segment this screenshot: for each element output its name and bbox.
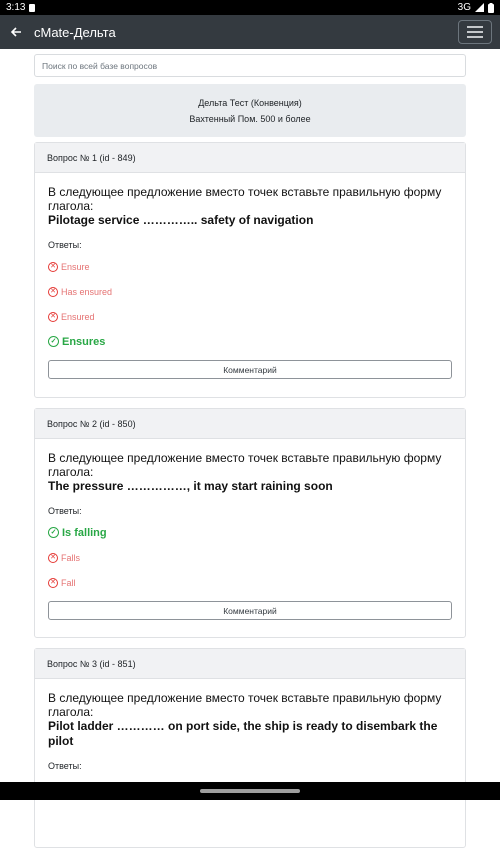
answer-option-wrong: ✕ Ensure — [48, 254, 452, 279]
question-sentence: Pilot ladder ………… on port side, the ship is ready to disembark the pilot — [48, 719, 438, 748]
home-gesture-handle[interactable] — [200, 789, 300, 793]
question-text: В следующее предложение вместо точек вставьте правильную форму глагола: — [48, 451, 442, 479]
sd-card-icon — [29, 4, 35, 12]
answers-label: Ответы: — [48, 761, 82, 771]
question-text: В следующее предложение вместо точек вставьте правильную форму глагола: — [48, 691, 442, 719]
answer-option-correct: ✓ Ensures — [48, 329, 452, 354]
question-card — [34, 408, 466, 638]
cross-circle-icon: ✕ — [48, 312, 58, 322]
question-sentence: Pilotage service ………….. safety of navigation — [48, 213, 314, 227]
answer-option-wrong: ✕ Has ensured — [48, 279, 452, 304]
question-card — [34, 142, 466, 398]
answer-option-wrong: ✕ Ensured — [48, 304, 452, 329]
question-header: Вопрос № 2 (id - 850) — [35, 409, 465, 439]
status-time: 3:13 — [6, 2, 26, 13]
status-bar — [0, 0, 500, 15]
answer-option-wrong: ✕ Fall — [48, 570, 452, 595]
answers-label: Ответы: — [48, 240, 82, 250]
main-content[interactable] — [0, 49, 500, 782]
menu-toggle-button[interactable] — [458, 20, 492, 44]
question-card — [34, 648, 466, 848]
search-input[interactable]: Поиск по всей базе вопросов — [34, 54, 466, 77]
battery-icon — [488, 3, 494, 13]
hamburger-icon — [467, 26, 483, 28]
test-category: Вахтенный Пом. 500 и более — [189, 113, 311, 124]
check-circle-icon: ✓ — [48, 527, 59, 538]
cross-circle-icon: ✕ — [48, 287, 58, 297]
comment-button[interactable]: Комментарий — [48, 601, 452, 620]
app-bar — [0, 15, 500, 49]
question-sentence: The pressure ……………, it may start raining soon — [48, 479, 333, 493]
arrow-left-icon — [10, 26, 22, 38]
test-info-panel — [34, 84, 466, 137]
app-title: сMate-Дельта — [34, 24, 116, 40]
signal-icon — [475, 3, 484, 12]
answer-option-wrong: ✕ Falls — [48, 545, 452, 570]
cross-circle-icon: ✕ — [48, 578, 58, 588]
check-circle-icon: ✓ — [48, 336, 59, 347]
question-header: Вопрос № 3 (id - 851) — [35, 649, 465, 679]
question-header: Вопрос № 1 (id - 849) — [35, 143, 465, 173]
back-button[interactable] — [2, 15, 30, 49]
question-text: В следующее предложение вместо точек вставьте правильную форму глагола: — [48, 185, 442, 213]
cross-circle-icon: ✕ — [48, 553, 58, 563]
comment-button[interactable]: Комментарий — [48, 360, 452, 379]
answer-option-correct: ✓ Is falling — [48, 520, 452, 545]
network-type: 3G — [457, 2, 471, 13]
test-name: Дельта Тест (Конвенция) — [198, 97, 302, 108]
cross-circle-icon: ✕ — [48, 262, 58, 272]
answers-label: Ответы: — [48, 506, 82, 516]
system-nav-bar — [0, 782, 500, 800]
